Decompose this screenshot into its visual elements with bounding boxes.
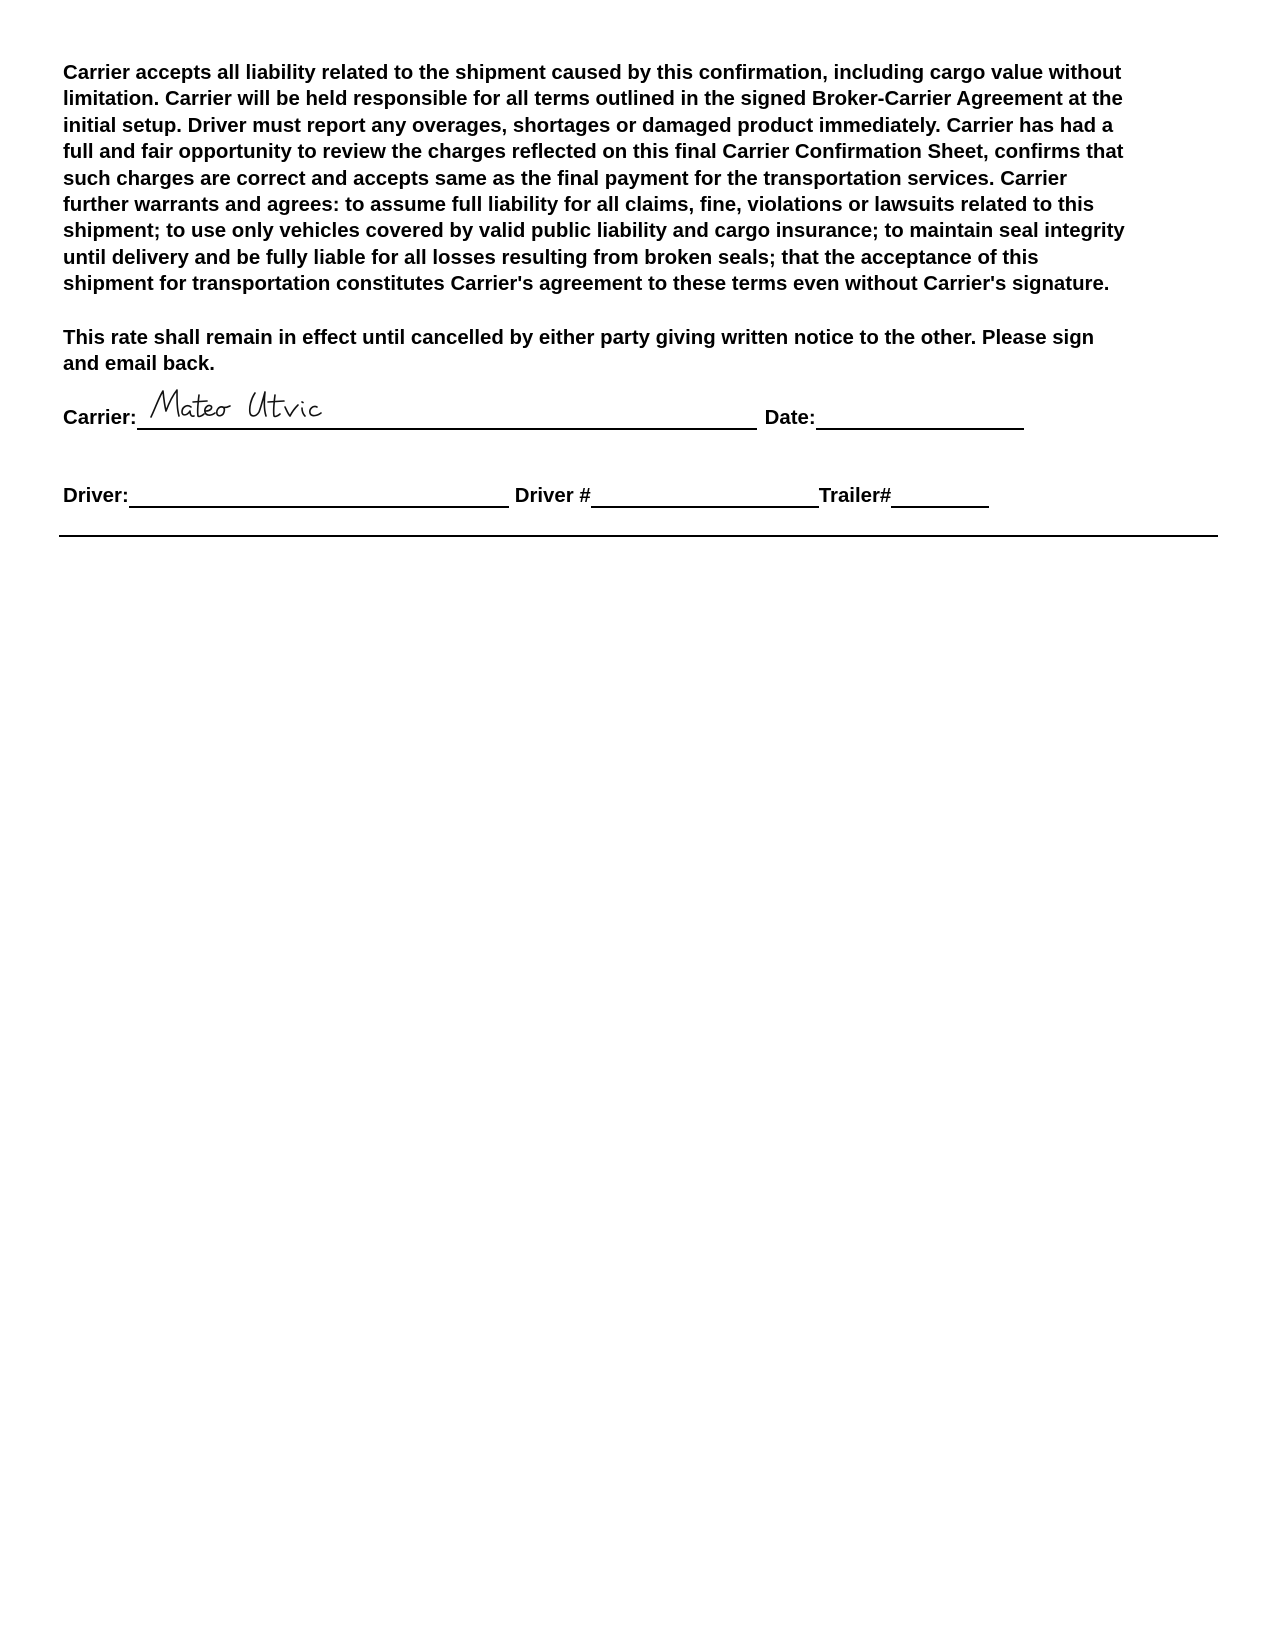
- trailer-label: Trailer#: [818, 485, 892, 507]
- terms-line: full and fair opportunity to review the charges reflected on this final Carrier Confirmation Sheet, confirms that: [63, 141, 1124, 164]
- rate-notice-line: This rate shall remain in effect until cancelled by either party giving written notice to the other. Please sign: [63, 327, 1095, 349]
- rate-notice-paragraph: [63, 325, 1213, 378]
- date-field[interactable]: [816, 409, 1024, 430]
- terms-line: such charges are correct and accepts same as the final payment for the transportation services. Carrier: [63, 167, 1068, 190]
- terms-line: further warrants and agrees: to assume full liability for all claims, fine, violations or lawsuits related to this: [63, 194, 1095, 217]
- driver-number-field[interactable]: [591, 487, 819, 508]
- date-label: Date:: [764, 407, 816, 429]
- liability-terms-paragraph: [63, 60, 1213, 298]
- terms-line: shipment for transportation constitutes Carrier's agreement to these terms even without Carrier's signature.: [63, 273, 1110, 296]
- driver-info-row: [63, 484, 989, 508]
- terms-line: until delivery and be fully liable for all losses resulting from broken seals; that the acceptance of this: [63, 246, 1039, 269]
- carrier-label: Carrier:: [63, 407, 137, 429]
- carrier-signature-field[interactable]: [137, 409, 757, 430]
- carrier-signature-image: [147, 383, 347, 423]
- terms-line: shipment; to use only vehicles covered by valid public liability and cargo insurance; to maintain seal integrity: [63, 220, 1125, 243]
- carrier-signature-row: [63, 406, 1024, 430]
- driver-number-label: Driver #: [514, 485, 591, 507]
- driver-name-field[interactable]: [129, 487, 509, 508]
- rate-notice-line: and email back.: [63, 353, 215, 376]
- driver-label: Driver:: [63, 485, 129, 507]
- trailer-number-field[interactable]: [891, 487, 989, 508]
- terms-line: initial setup. Driver must report any overages, shortages or damaged product immediately. Carrier has had a: [63, 114, 1114, 137]
- terms-line: limitation. Carrier will be held responsible for all terms outlined in the signed Broker-Carrier Agreement at the: [63, 88, 1123, 111]
- section-divider: [59, 535, 1218, 537]
- terms-line: Carrier accepts all liability related to the shipment caused by this confirmation, including cargo value without: [63, 62, 1122, 84]
